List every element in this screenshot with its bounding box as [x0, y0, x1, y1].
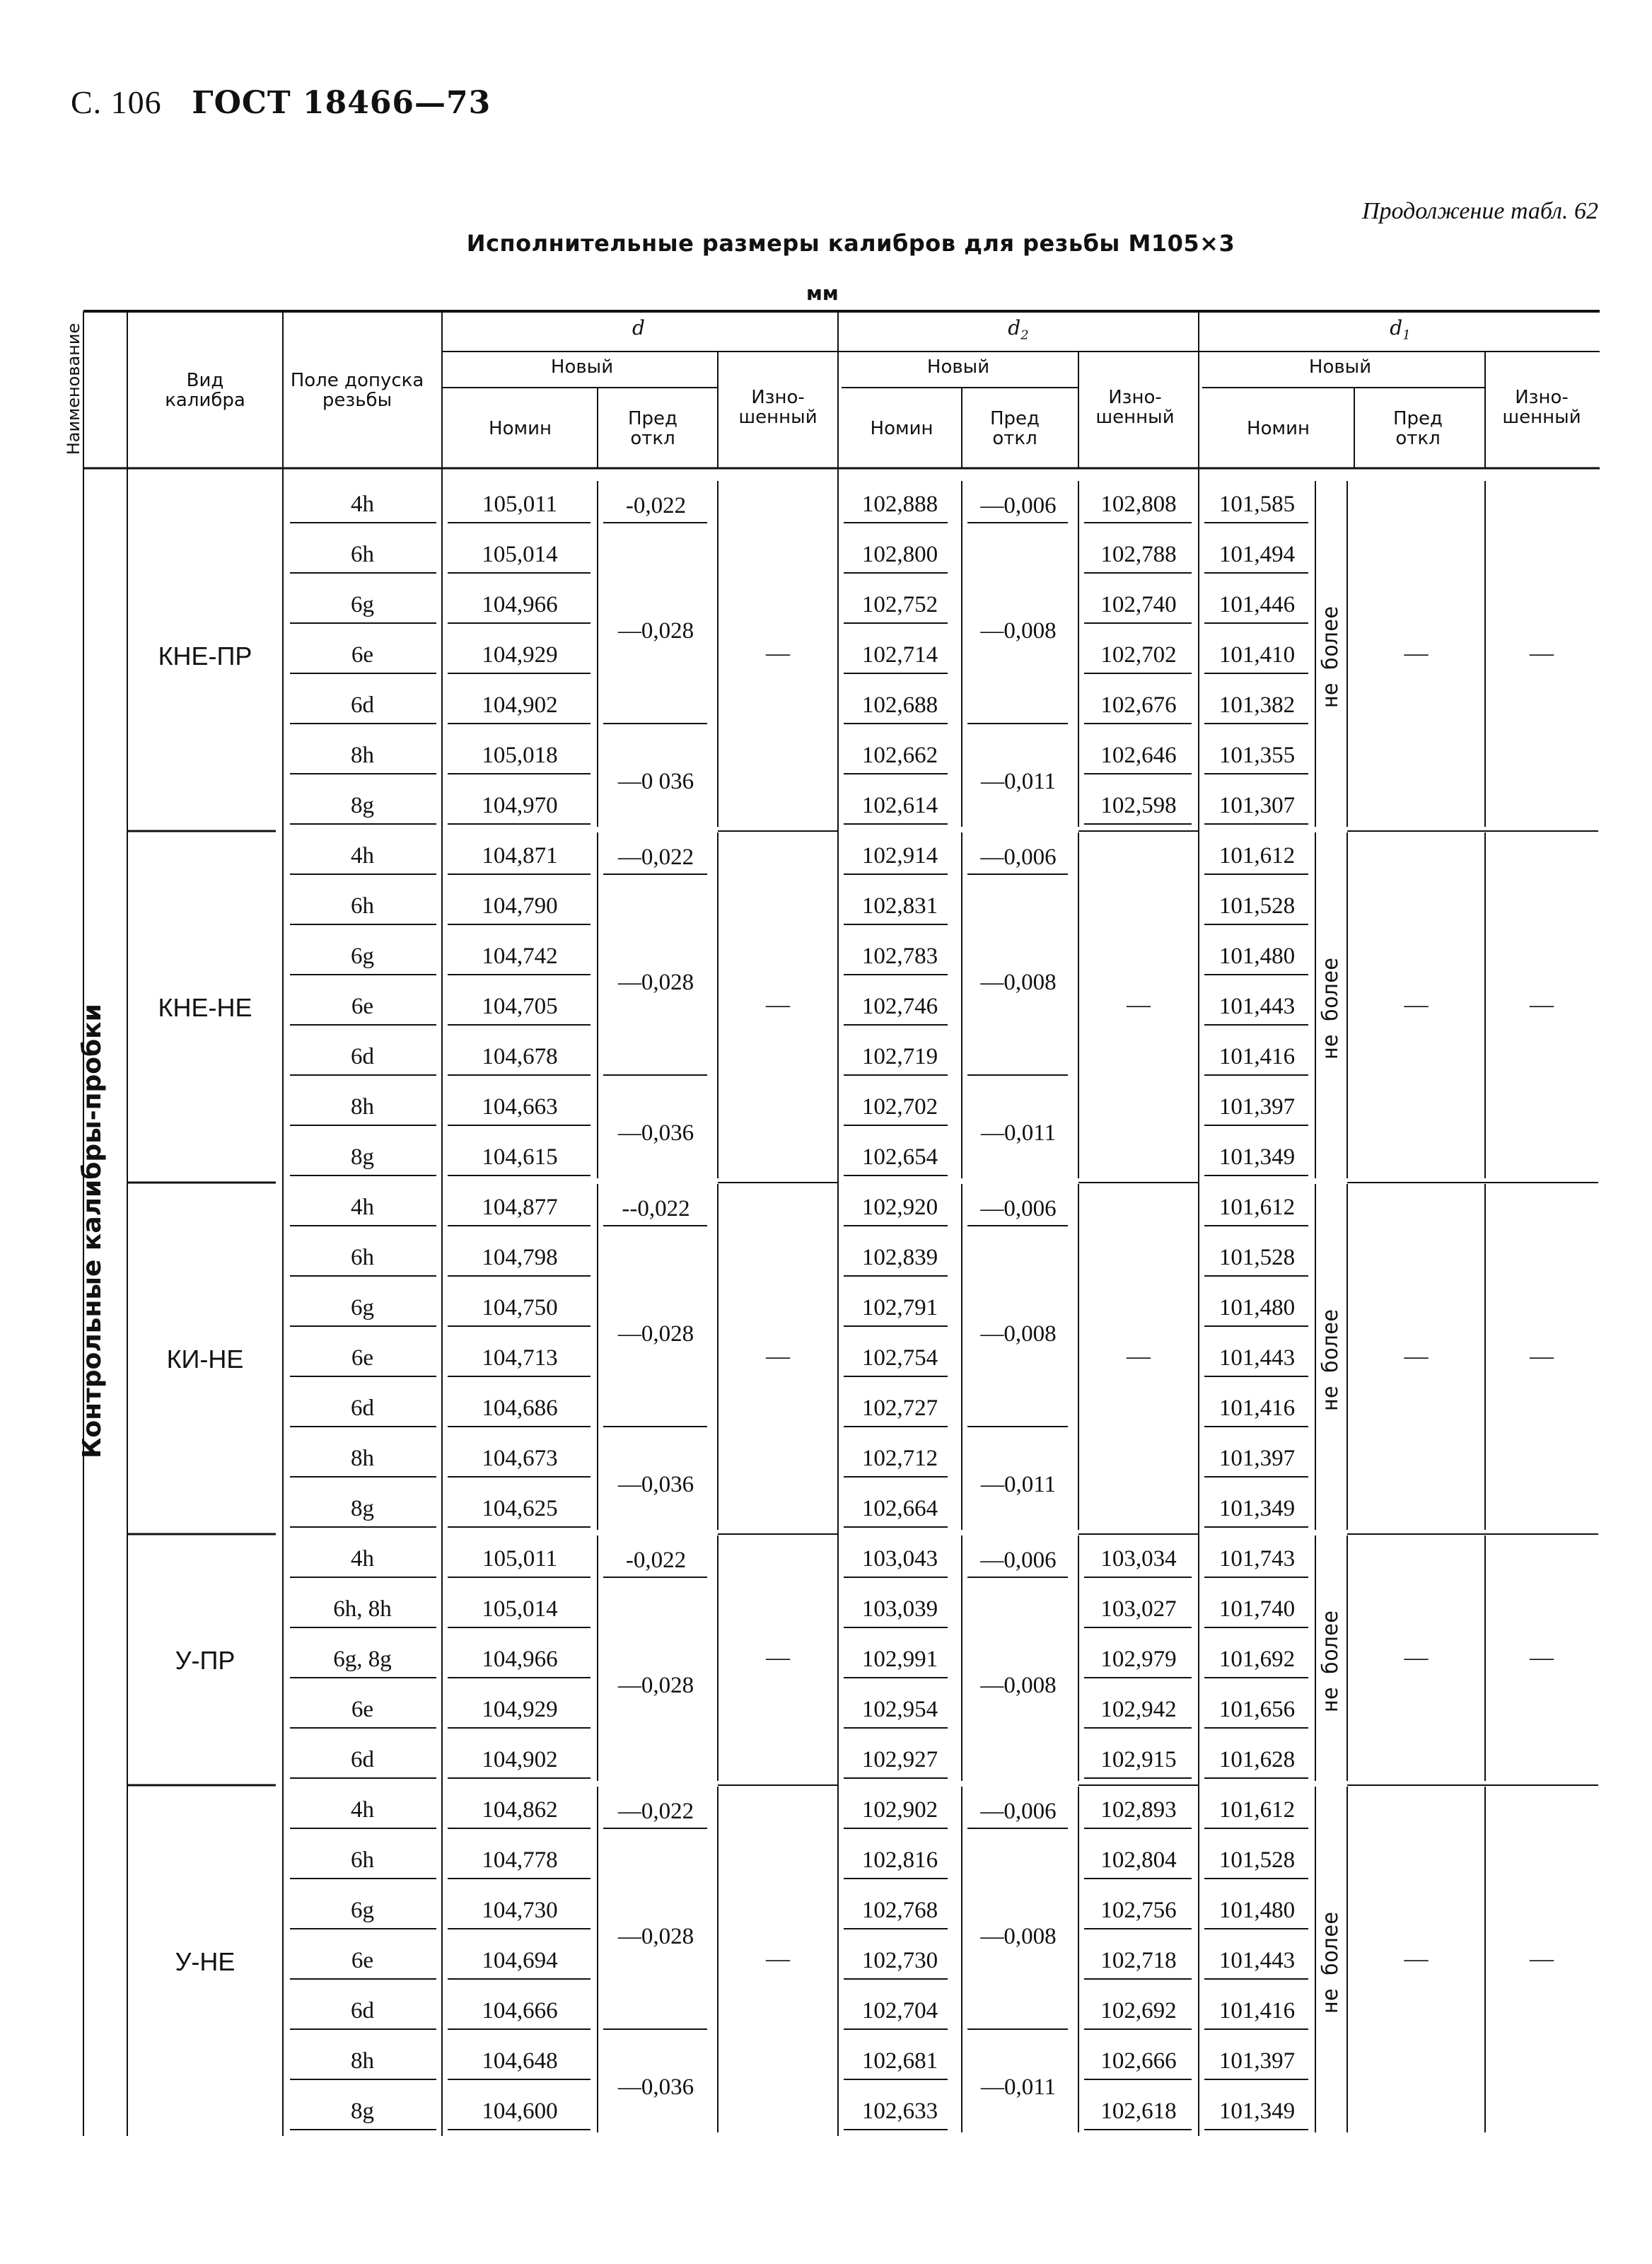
d2-nominal: 103,043	[861, 1546, 938, 1572]
d2-nominal: 102,688	[861, 692, 938, 718]
not-more-label: не более	[1318, 605, 1343, 708]
tolerance-field: 6h	[351, 542, 374, 567]
d-worn-dash: —	[766, 1342, 790, 1369]
d2-nominal: 102,633	[861, 2098, 938, 2124]
d2-nominal: 102,714	[861, 642, 938, 668]
d-deviation: —0,028	[617, 618, 694, 644]
tolerance-field: 6d	[351, 1044, 374, 1069]
d-nominal: 104,713	[482, 1345, 558, 1371]
gauge-type-name: КНЕ-НЕ	[158, 992, 252, 1022]
tolerance-field: 6h	[351, 1847, 374, 1873]
d2-nominal: 102,954	[861, 1697, 938, 1722]
units-label: мм	[806, 281, 839, 305]
header-d1-new: Новый	[1308, 356, 1372, 378]
tolerance-field: 6e	[351, 1345, 374, 1371]
d-nominal: 104,902	[482, 692, 558, 718]
d2-nominal: 102,768	[861, 1898, 938, 1923]
d1-nominal: 101,692	[1218, 1647, 1296, 1672]
d1-deviation-dash: —	[1404, 991, 1429, 1018]
d1-worn-dash: —	[1530, 1644, 1554, 1671]
tolerance-field: 6g	[351, 592, 374, 617]
tolerance-field: 8h	[351, 1094, 374, 1120]
header-d1-dev: Пред откл	[1392, 408, 1443, 449]
d2-worn: 102,740	[1100, 592, 1177, 617]
d1-deviation-dash: —	[1404, 639, 1429, 666]
d-nominal: 104,966	[482, 592, 558, 617]
d-nominal: 104,666	[482, 1998, 558, 2024]
d2-worn: 102,646	[1100, 743, 1177, 768]
d1-nominal: 101,307	[1218, 793, 1296, 818]
d1-nominal: 101,410	[1218, 642, 1296, 668]
header-d2-dev: Пред откл	[989, 408, 1040, 449]
d-nominal: 104,862	[482, 1797, 558, 1823]
d2-worn-dash: —	[1127, 991, 1151, 1018]
header-gauge-type: Вид калибра	[165, 370, 245, 411]
d-nominal: 105,011	[482, 1546, 558, 1572]
tolerance-field: 6g	[351, 1898, 374, 1923]
tolerance-field: 6d	[351, 1395, 374, 1421]
tolerance-field: 4h	[351, 1546, 374, 1572]
not-more-label: не более	[1318, 957, 1343, 1060]
d2-nominal: 102,730	[861, 1948, 938, 1973]
d1-nominal: 101,443	[1218, 1345, 1296, 1371]
d-deviation: —0 036	[617, 769, 694, 794]
header-d1-nominal: Номин	[1247, 418, 1310, 439]
d-nominal: 104,694	[482, 1948, 558, 1973]
gauge-type-name: У-НЕ	[175, 1946, 235, 1976]
tolerance-field: 6g	[351, 944, 374, 969]
tolerance-field: 6e	[351, 1948, 374, 1973]
d1-nominal: 101,480	[1218, 1898, 1296, 1923]
d1-nominal: 101,528	[1218, 893, 1296, 919]
d2-nominal: 102,902	[861, 1797, 938, 1823]
d1-nominal: 101,528	[1218, 1245, 1296, 1270]
d-deviation: —0,022	[617, 1798, 694, 1824]
d1-nominal: 101,480	[1218, 944, 1296, 969]
d2-nominal: 102,662	[861, 743, 938, 768]
d2-worn: 103,027	[1100, 1596, 1177, 1622]
header-d2-new: Новый	[926, 356, 990, 378]
gauge-type-name: У-ПР	[175, 1645, 235, 1675]
d1-worn-dash: —	[1530, 639, 1554, 666]
row-label-control-plug-gauges: Контрольные калибры-пробки	[78, 1004, 107, 1458]
d1-nominal: 101,397	[1218, 1446, 1296, 1471]
d1-nominal: 101,349	[1218, 1496, 1296, 1521]
d1-nominal: 101,612	[1218, 1195, 1296, 1220]
d2-nominal: 102,914	[861, 843, 938, 869]
d-nominal: 104,798	[482, 1245, 558, 1270]
header-d-nominal: Номин	[489, 418, 552, 439]
tolerance-field: 4h	[351, 1797, 374, 1823]
d2-nominal: 102,704	[861, 1998, 938, 2024]
d2-worn: 102,915	[1100, 1747, 1177, 1772]
d-nominal: 104,871	[482, 843, 558, 869]
d2-deviation: —0,006	[980, 1547, 1057, 1573]
d-deviation: —0,036	[617, 1120, 694, 1146]
d-deviation: -0,022	[625, 492, 687, 518]
tolerance-field: 4h	[351, 492, 374, 517]
table-title: Исполнительные размеры калибров для резьбы М105×3	[466, 230, 1235, 257]
d-nominal: 104,750	[482, 1295, 558, 1320]
d-deviation: —0,036	[617, 2074, 694, 2100]
tolerance-field: 8g	[351, 793, 374, 818]
tolerance-field: 8h	[351, 743, 374, 768]
d-worn-dash: —	[766, 1644, 790, 1671]
d2-nominal: 102,783	[861, 944, 938, 969]
gauge-type-name: КНЕ-ПР	[158, 641, 252, 671]
tolerance-field: 4h	[351, 843, 374, 869]
tolerance-field: 6e	[351, 994, 374, 1019]
d1-nominal: 101,480	[1218, 1295, 1296, 1320]
tolerance-field: 6h	[351, 893, 374, 919]
tolerance-field: 8g	[351, 1496, 374, 1521]
tolerance-field: 6g	[351, 1295, 374, 1320]
tolerance-field: 6g, 8g	[333, 1647, 392, 1672]
d2-nominal: 102,888	[861, 492, 938, 517]
d-nominal: 104,966	[482, 1647, 558, 1672]
d-nominal: 104,778	[482, 1847, 558, 1873]
d1-nominal: 101,349	[1218, 2098, 1296, 2124]
d2-deviation: —0,011	[980, 769, 1057, 794]
d2-worn: 103,034	[1100, 1546, 1177, 1572]
d2-nominal: 102,831	[861, 893, 938, 919]
d2-worn: 102,598	[1100, 793, 1177, 818]
not-more-label: не более	[1318, 1610, 1343, 1712]
d-deviation: —0,028	[617, 1673, 694, 1698]
d1-nominal: 101,397	[1218, 1094, 1296, 1120]
d2-deviation: —0,006	[980, 492, 1057, 518]
d2-nominal: 102,920	[861, 1195, 938, 1220]
d1-nominal: 101,349	[1218, 1144, 1296, 1170]
d-worn-dash: —	[766, 1945, 790, 1972]
d2-nominal: 102,800	[861, 542, 938, 567]
tolerance-field: 6d	[351, 692, 374, 718]
header-d1-worn: Изно-шенный	[1502, 387, 1581, 428]
d1-nominal: 101,494	[1218, 542, 1296, 567]
d1-nominal: 101,355	[1218, 743, 1296, 768]
tolerance-field: 6d	[351, 1747, 374, 1772]
d2-deviation: —0,006	[980, 1195, 1057, 1221]
d2-deviation: —0,008	[980, 1673, 1057, 1698]
header-d	[444, 318, 833, 338]
d-worn-dash: —	[766, 991, 790, 1018]
d-nominal: 104,678	[482, 1044, 558, 1069]
tolerance-field: 8g	[351, 2098, 374, 2124]
tolerance-field: 4h	[351, 1195, 374, 1220]
d1-deviation-dash: —	[1404, 1644, 1429, 1671]
d2-nominal: 102,991	[861, 1647, 938, 1672]
d1-nominal: 101,443	[1218, 1948, 1296, 1973]
d1-nominal: 101,443	[1218, 994, 1296, 1019]
d1-nominal: 101,612	[1218, 843, 1296, 869]
d2-nominal: 102,752	[861, 592, 938, 617]
d2-deviation: —0,011	[980, 1472, 1057, 1497]
d2-nominal: 102,664	[861, 1496, 938, 1521]
tolerance-field: 6h, 8h	[333, 1596, 392, 1622]
d1-nominal: 101,416	[1218, 1395, 1296, 1421]
d2-worn: 102,666	[1100, 2048, 1177, 2074]
d1-nominal: 101,528	[1218, 1847, 1296, 1873]
d-worn-dash: —	[766, 639, 790, 666]
not-more-label: не более	[1318, 1308, 1343, 1411]
d-nominal: 104,877	[482, 1195, 558, 1220]
tolerance-field: 6e	[351, 1697, 374, 1722]
d2-deviation: —0,006	[980, 1798, 1057, 1824]
not-more-label: не более	[1318, 1911, 1343, 2014]
d-nominal: 104,970	[482, 793, 558, 818]
d-deviation: —0,028	[617, 1924, 694, 1949]
d2-nominal: 102,654	[861, 1144, 938, 1170]
header-d1	[1202, 318, 1598, 346]
tolerance-field: 6h	[351, 1245, 374, 1270]
d-nominal: 104,929	[482, 642, 558, 668]
d-nominal: 104,648	[482, 2048, 558, 2074]
d-nominal: 104,705	[482, 994, 558, 1019]
page-number: С. 106	[71, 84, 162, 120]
d2-worn: 102,676	[1100, 692, 1177, 718]
d2-worn: 102,692	[1100, 1998, 1177, 2024]
header-d1-subscript: 1	[1402, 327, 1411, 343]
tolerance-field: 6e	[351, 642, 374, 668]
d2-deviation: —0,008	[980, 1321, 1057, 1347]
d1-worn-dash: —	[1530, 991, 1554, 1018]
header-d-worn: Изно-шенный	[738, 387, 818, 428]
d1-nominal: 101,585	[1218, 492, 1296, 517]
d2-worn: 102,979	[1100, 1647, 1177, 1672]
d-nominal: 104,673	[482, 1446, 558, 1471]
header-d-label: d	[632, 316, 645, 339]
d2-nominal: 102,719	[861, 1044, 938, 1069]
d2-nominal: 102,754	[861, 1345, 938, 1371]
d2-worn: 102,942	[1100, 1697, 1177, 1722]
tolerance-field: 8g	[351, 1144, 374, 1170]
d-deviation: —0,028	[617, 970, 694, 995]
d-nominal: 105,018	[482, 743, 558, 768]
header-d-dev: Пред откл	[627, 408, 678, 449]
d1-nominal: 101,416	[1218, 1998, 1296, 2024]
d-nominal: 104,600	[482, 2098, 558, 2124]
d1-deviation-dash: —	[1404, 1342, 1429, 1369]
d2-worn: 102,718	[1100, 1948, 1177, 1973]
d1-nominal: 101,740	[1218, 1596, 1296, 1622]
d2-nominal: 102,681	[861, 2048, 938, 2074]
d-deviation: —0,022	[617, 844, 694, 870]
standard-number: ГОСТ 18466—73	[192, 85, 491, 121]
header-tolerance-field: Поле допуска резьбы	[290, 370, 424, 411]
d-nominal: 105,014	[482, 542, 558, 567]
d1-nominal: 101,382	[1218, 692, 1296, 718]
d1-nominal: 101,656	[1218, 1697, 1296, 1722]
d-nominal: 105,011	[482, 492, 558, 517]
d1-nominal: 101,628	[1218, 1747, 1296, 1772]
d2-worn: 102,618	[1100, 2098, 1177, 2124]
d2-worn: 102,808	[1100, 492, 1177, 517]
d2-nominal: 102,791	[861, 1295, 938, 1320]
d1-worn-dash: —	[1530, 1342, 1554, 1369]
d2-nominal: 102,746	[861, 994, 938, 1019]
d2-worn-dash: —	[1127, 1342, 1151, 1369]
d2-nominal: 102,839	[861, 1245, 938, 1270]
d1-worn-dash: —	[1530, 1945, 1554, 1972]
header-d2-nominal: Номин	[870, 418, 933, 439]
d2-deviation: —0,006	[980, 844, 1057, 870]
header-d2-worn: Изно-шенный	[1095, 387, 1175, 428]
d1-nominal: 101,416	[1218, 1044, 1296, 1069]
table-continuation-note: Продолжение табл. 62	[1361, 198, 1598, 224]
d-nominal: 104,625	[482, 1496, 558, 1521]
d2-nominal: 102,702	[861, 1094, 938, 1120]
d2-deviation: —0,011	[980, 1120, 1057, 1146]
d2-nominal: 102,727	[861, 1395, 938, 1421]
d-nominal: 104,929	[482, 1697, 558, 1722]
d1-nominal: 101,743	[1218, 1546, 1296, 1572]
d-nominal: 104,615	[482, 1144, 558, 1170]
d-nominal: 105,014	[482, 1596, 558, 1622]
d2-worn: 102,893	[1100, 1797, 1177, 1823]
d2-deviation: —0,008	[980, 1924, 1057, 1949]
d2-nominal: 103,039	[861, 1596, 938, 1622]
d-nominal: 104,742	[482, 944, 558, 969]
d2-worn: 102,702	[1100, 642, 1177, 668]
gauge-type-name: КИ-НЕ	[166, 1344, 244, 1374]
header-d2-label: d	[1008, 316, 1021, 339]
d2-worn: 102,756	[1100, 1898, 1177, 1923]
d-nominal: 104,790	[482, 893, 558, 919]
tolerance-field: 8h	[351, 2048, 374, 2074]
header-d2-subscript: 2	[1020, 327, 1029, 343]
d2-deviation: —0,008	[980, 970, 1057, 995]
d-deviation: --0,022	[622, 1195, 690, 1221]
d1-nominal: 101,397	[1218, 2048, 1296, 2074]
header-d2	[842, 318, 1195, 346]
tolerance-field: 6d	[351, 1998, 374, 2024]
d1-deviation-dash: —	[1404, 1945, 1429, 1972]
d2-nominal: 102,614	[861, 793, 938, 818]
header-d-new: Новый	[550, 356, 614, 378]
d2-nominal: 102,816	[861, 1847, 938, 1873]
d-nominal: 104,730	[482, 1898, 558, 1923]
d-nominal: 104,663	[482, 1094, 558, 1120]
d-deviation: -0,022	[625, 1547, 687, 1573]
d-deviation: —0,028	[617, 1321, 694, 1347]
tolerance-field: 8h	[351, 1446, 374, 1471]
d1-nominal: 101,612	[1218, 1797, 1296, 1823]
d2-worn: 102,788	[1100, 542, 1177, 567]
d1-nominal: 101,446	[1218, 592, 1296, 617]
d2-nominal: 102,712	[861, 1446, 938, 1471]
d-nominal: 104,902	[482, 1747, 558, 1772]
header-name-column: Наименование	[64, 323, 83, 455]
d2-deviation: —0,011	[980, 2074, 1057, 2100]
d2-worn: 102,804	[1100, 1847, 1177, 1873]
d2-deviation: —0,008	[980, 618, 1057, 644]
d-nominal: 104,686	[482, 1395, 558, 1421]
d-deviation: —0,036	[617, 1472, 694, 1497]
d2-nominal: 102,927	[861, 1747, 938, 1772]
header-d1-label: d	[1390, 316, 1403, 339]
